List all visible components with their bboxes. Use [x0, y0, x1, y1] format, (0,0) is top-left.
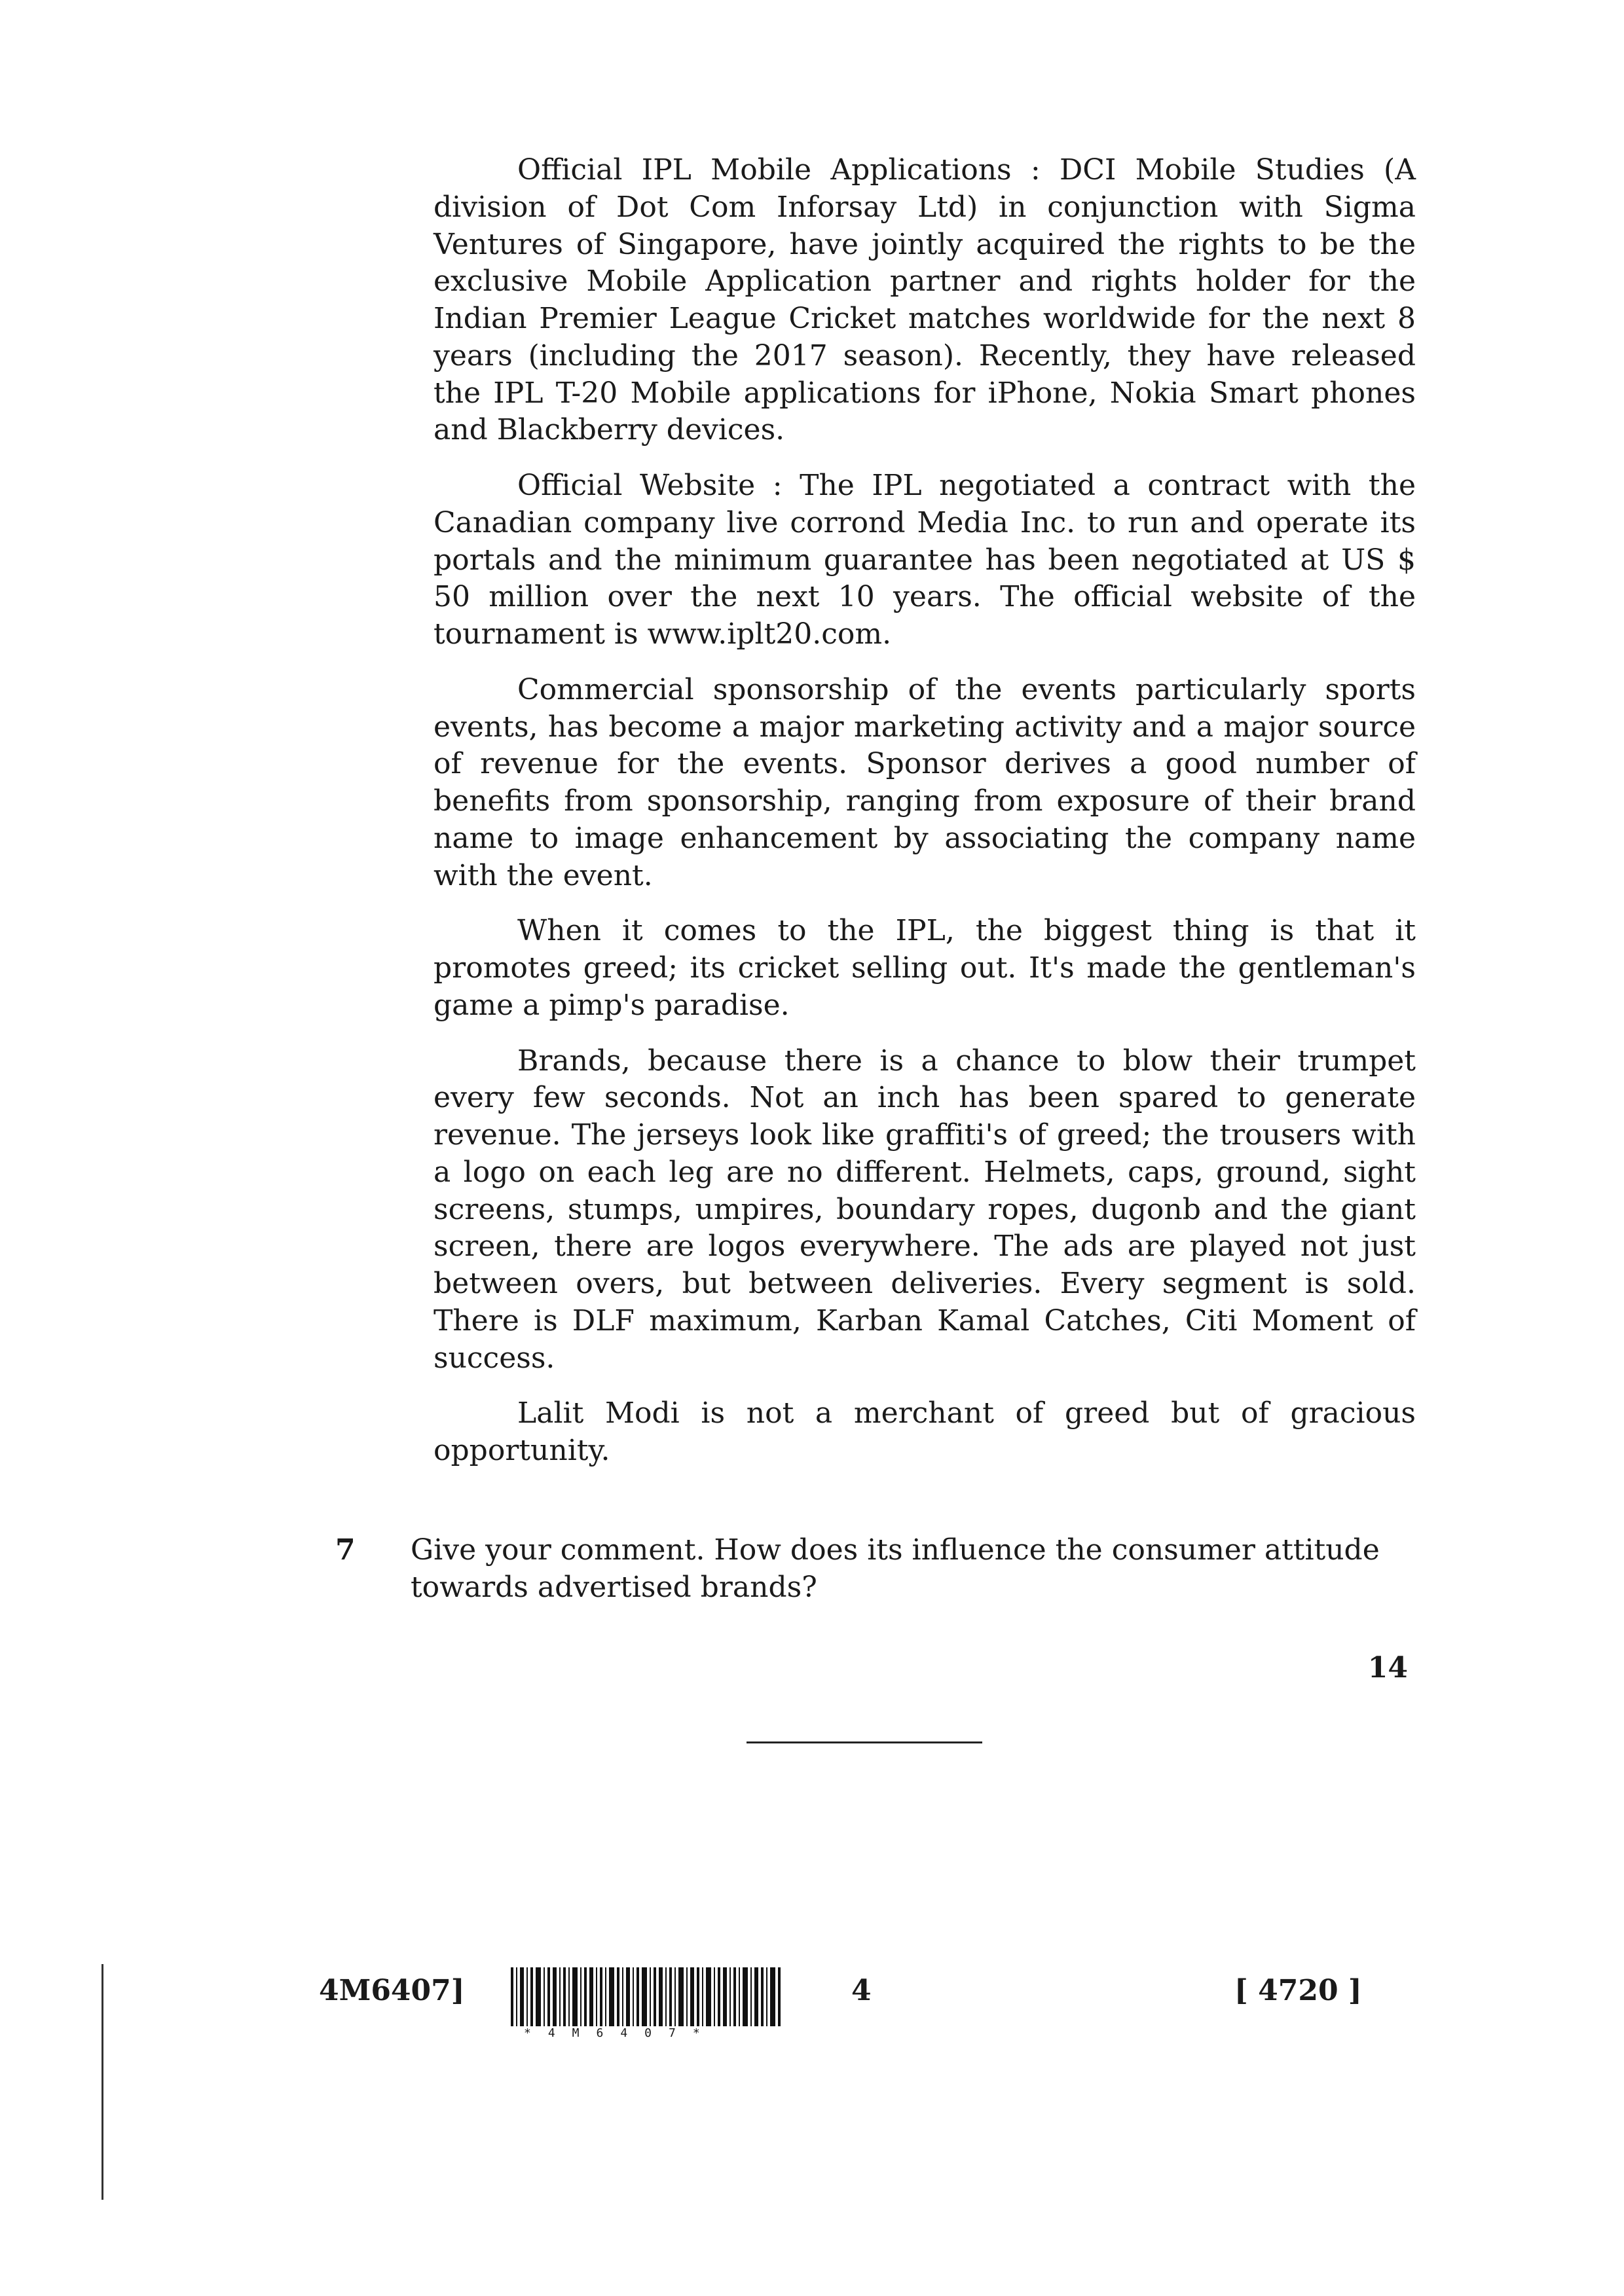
- end-rule: [747, 1741, 982, 1743]
- passage-paragraph-brands: Brands, because there is a chance to blow their trumpet every few seconds. Not an inch has been spared to generate revenue. The jerseys look like graffiti's of greed; the trousers with a logo on each leg are no different. Helmets, caps, ground, sight screens, stumps, umpires, boundary ropes, dugonb and the giant screen, there are logos everywhere. The ads are played not just between overs, but between deliveries. Every segment is sold. There is DLF maximum, Karban Kamal Catches, Citi Moment of success.: [434, 1044, 1416, 1375]
- margin-line: [101, 1964, 103, 2200]
- passage-paragraph-greed: When it comes to the IPL, the biggest thing is that it promotes greed; its cricket selling out. It's made the gentleman's game a pimp's paradise.: [434, 914, 1416, 1022]
- passage-paragraph-website: Official Website : The IPL negotiated a contract with the Canadian company live corrond Media Inc. to run and operate its portals and the minimum guarantee has been negotiated at US $ 50 million over the next 10 years. The official website of the tournament is www.iplt20.com.: [434, 469, 1416, 651]
- passage-paragraph-sponsorship: Commercial sponsorship of the events particularly sports events, has become a major marketing activity and a major source of revenue for the events. Sponsor derives a good number of benefits from sponsorship, ranging from exposure of their brand name to image enhancement by associating the company name with the event.: [434, 672, 1416, 892]
- total-code: [ 4720 ]: [1234, 1974, 1362, 2007]
- barcode-caption: *4M6407*: [524, 2026, 717, 2040]
- question-marks: 14: [1367, 1651, 1408, 1685]
- question-text: Give your comment. How does its influence the consumer attitude towards advertised brands?: [411, 1533, 1380, 1604]
- paper-code: 4M6407]: [319, 1974, 465, 2007]
- page-number: 4: [851, 1974, 872, 2007]
- barcode-icon: [511, 1967, 786, 2026]
- passage-paragraph-mobile-apps: Official IPL Mobile Applications : DCI Mobile Studies (A division of Dot Com Inforsay Ltd) in conjunction with Sigma Ventures of Singapore, have jointly acquired the rights to be the exclusive Mobile Application partner and rights holder for the Indian Premier League Cricket matches worldwide for the next 8 years (including the 2017 season). Recently, they have released the IPL T-20 Mobile applications for iPhone, Nokia Smart phones and Blackberry devices.: [434, 153, 1416, 447]
- question-number: 7: [335, 1533, 356, 1567]
- passage-paragraph-lalit-modi: Lalit Modi is not a merchant of greed but of gracious opportunity.: [434, 1396, 1416, 1467]
- case-passage: [434, 152, 1416, 1488]
- page-footer: [0, 1967, 1624, 2052]
